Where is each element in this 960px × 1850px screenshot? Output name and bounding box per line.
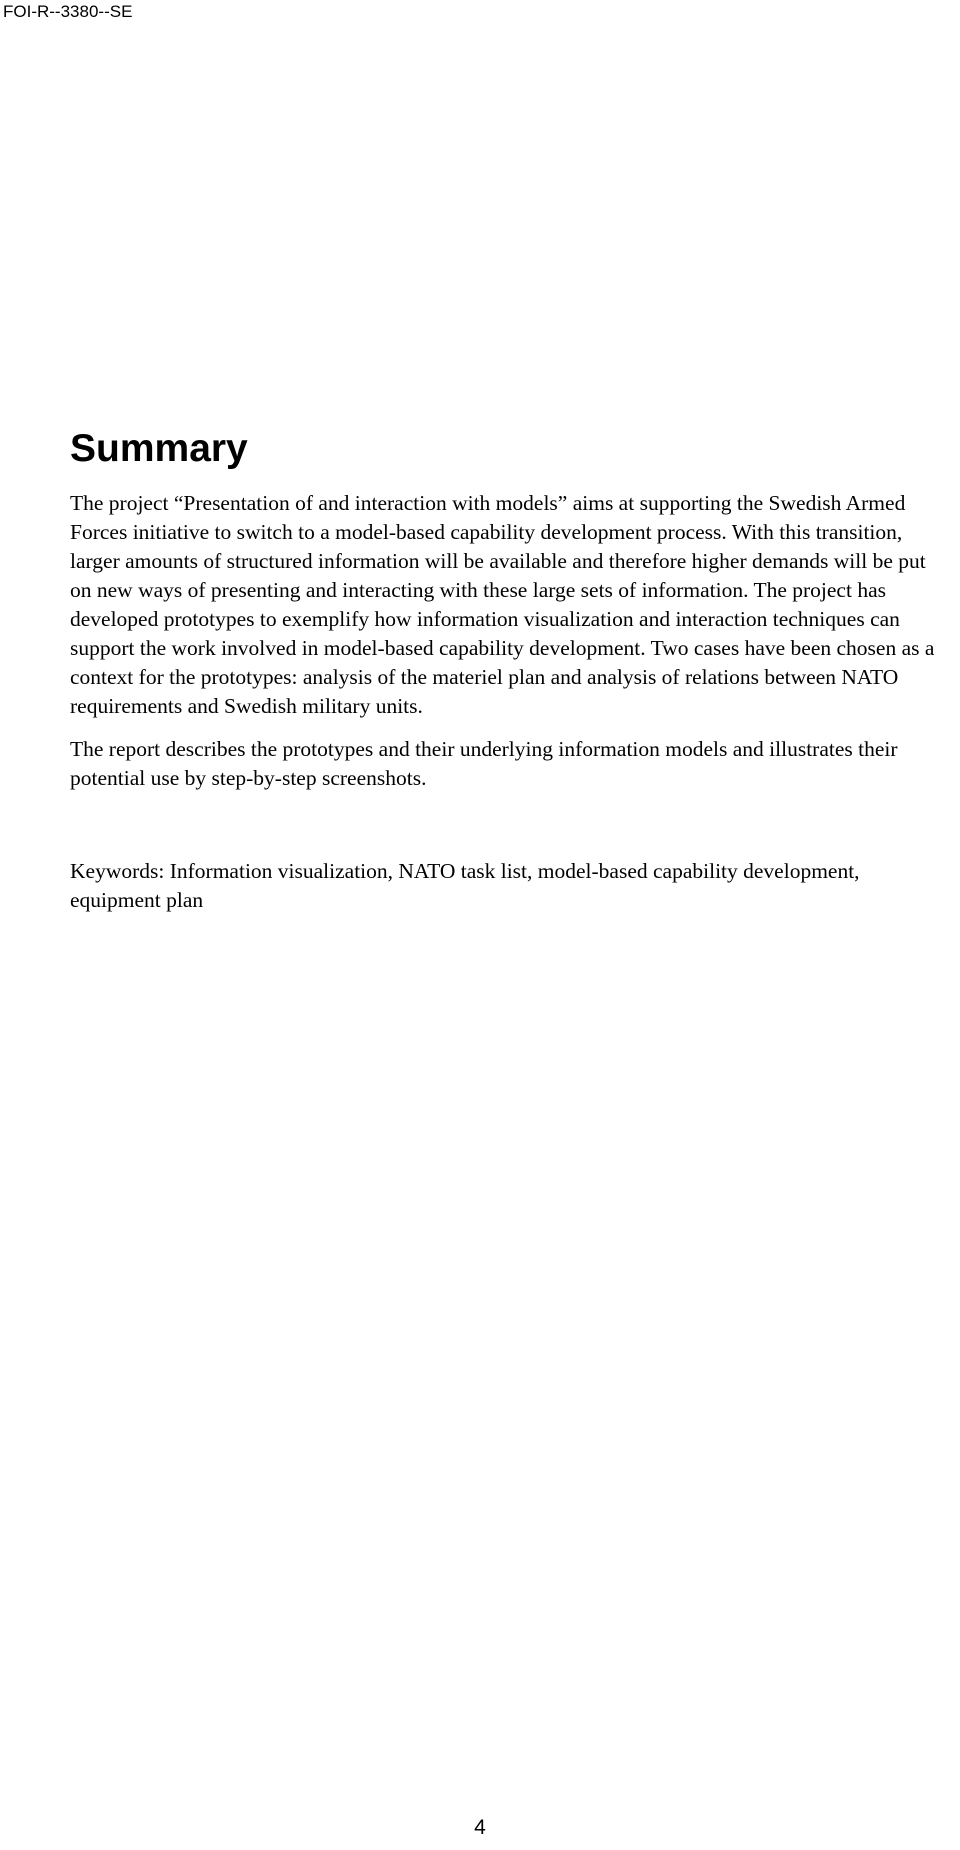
report-id: FOI-R--3380--SE [3,2,133,21]
keywords: Keywords: Information visualization, NATO task list, model-based capability development, equipment plan [70,859,860,912]
page-number: 4 [474,1816,486,1839]
summary-paragraph-1: The project “Presentation of and interaction with models” aims at supporting the Swedish Armed Forces initiative to switch to a model-based capability development process. With this transition, larger amounts of structured information will be available and therefore higher demands will be put on new ways of presenting and interacting with these large sets of information. The project has developed prototypes to exemplify how information visualization and interaction techniques can support the work involved in model-based capability development. Two cases have been chosen as a context for the prototypes: analysis of the materiel plan and analysis of relations between NATO requirements and Swedish military units. [70,491,935,718]
page-title: Summary [70,427,248,470]
summary-section [70,425,945,915]
summary-paragraph-2: The report describes the prototypes and their underlying information models and illustrates their potential use by step-by-step screenshots. [70,737,898,790]
